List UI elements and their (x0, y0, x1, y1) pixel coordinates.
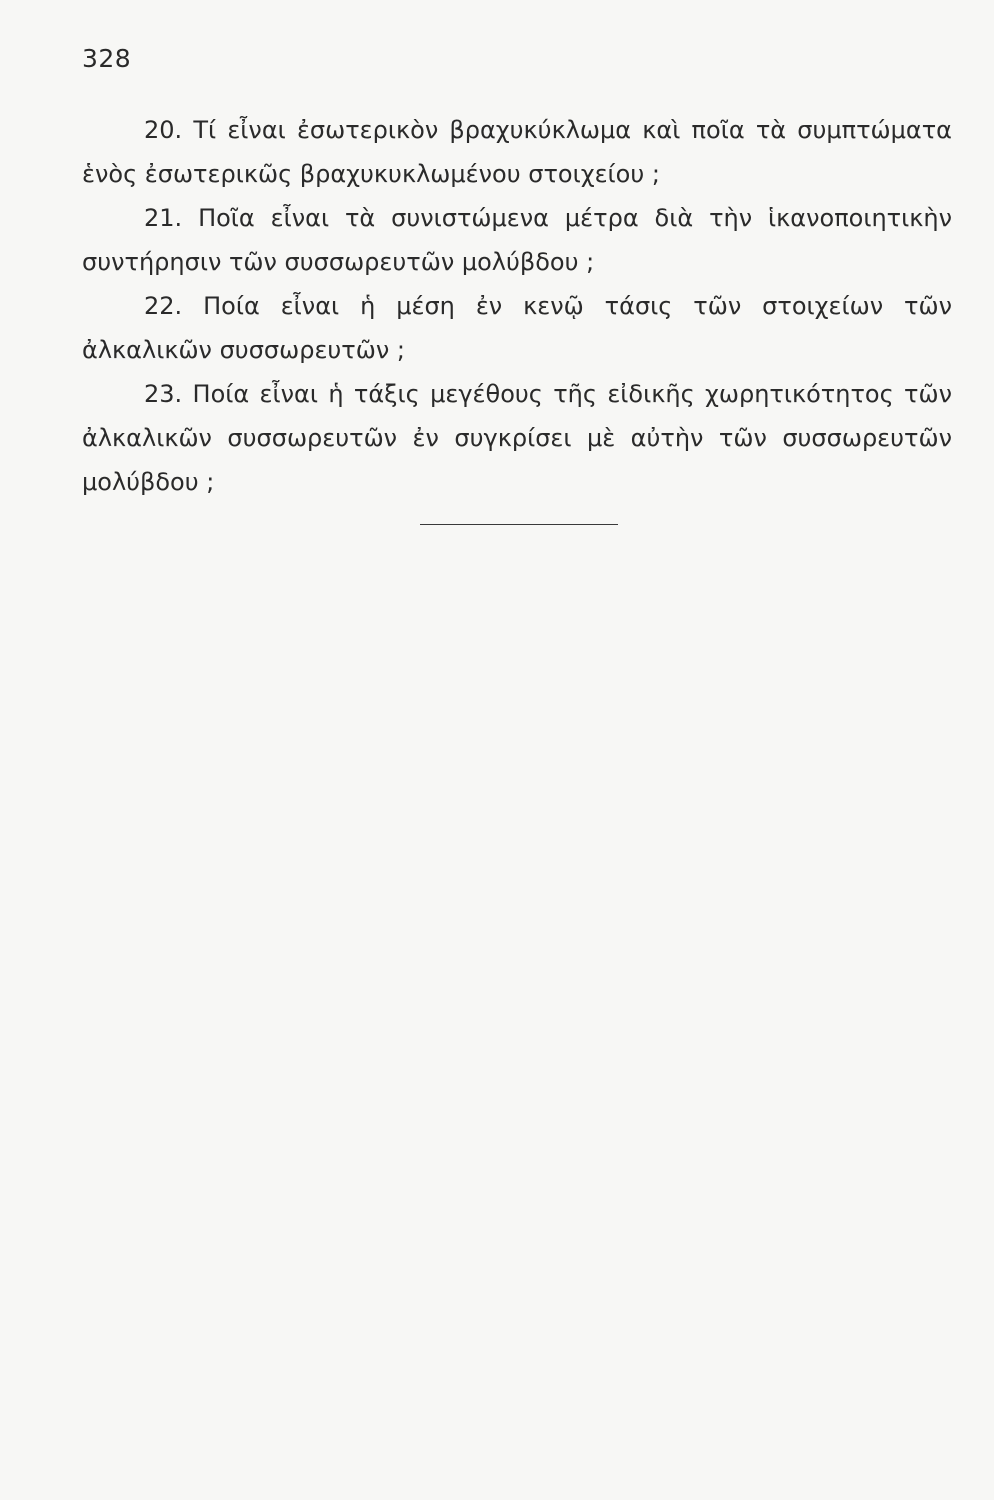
question-21: 21. Ποῖα εἶναι τὰ συνιστώμενα μέτρα διὰ τὴν ἱκανοποιητικὴν συντήρησιν τῶν συσσωρευτῶν μολύβδου ; (82, 204, 952, 276)
page-number: 328 (82, 44, 132, 73)
section-divider (420, 524, 618, 525)
review-questions (82, 108, 952, 504)
question-23: 23. Ποία εἶναι ἡ τάξις μεγέθους τῆς εἰδικῆς χωρητικότητος τῶν ἀλκαλικῶν συσσωρευτῶν ἐν συγκρίσει μὲ αὐτὴν τῶν συσσωρευτῶν μολύβδου ; (82, 380, 952, 496)
question-22: 22. Ποία εἶναι ἡ μέση ἐν κενῷ τάσις τῶν στοιχείων τῶν ἀλκαλικῶν συσσωρευτῶν ; (82, 292, 952, 364)
question-20: 20. Τί εἶναι ἐσωτερικὸν βραχυκύκλωμα καὶ ποῖα τὰ συμπτώματα ἑνὸς ἐσωτερικῶς βραχυκυκλωμένου στοιχείου ; (82, 116, 952, 188)
